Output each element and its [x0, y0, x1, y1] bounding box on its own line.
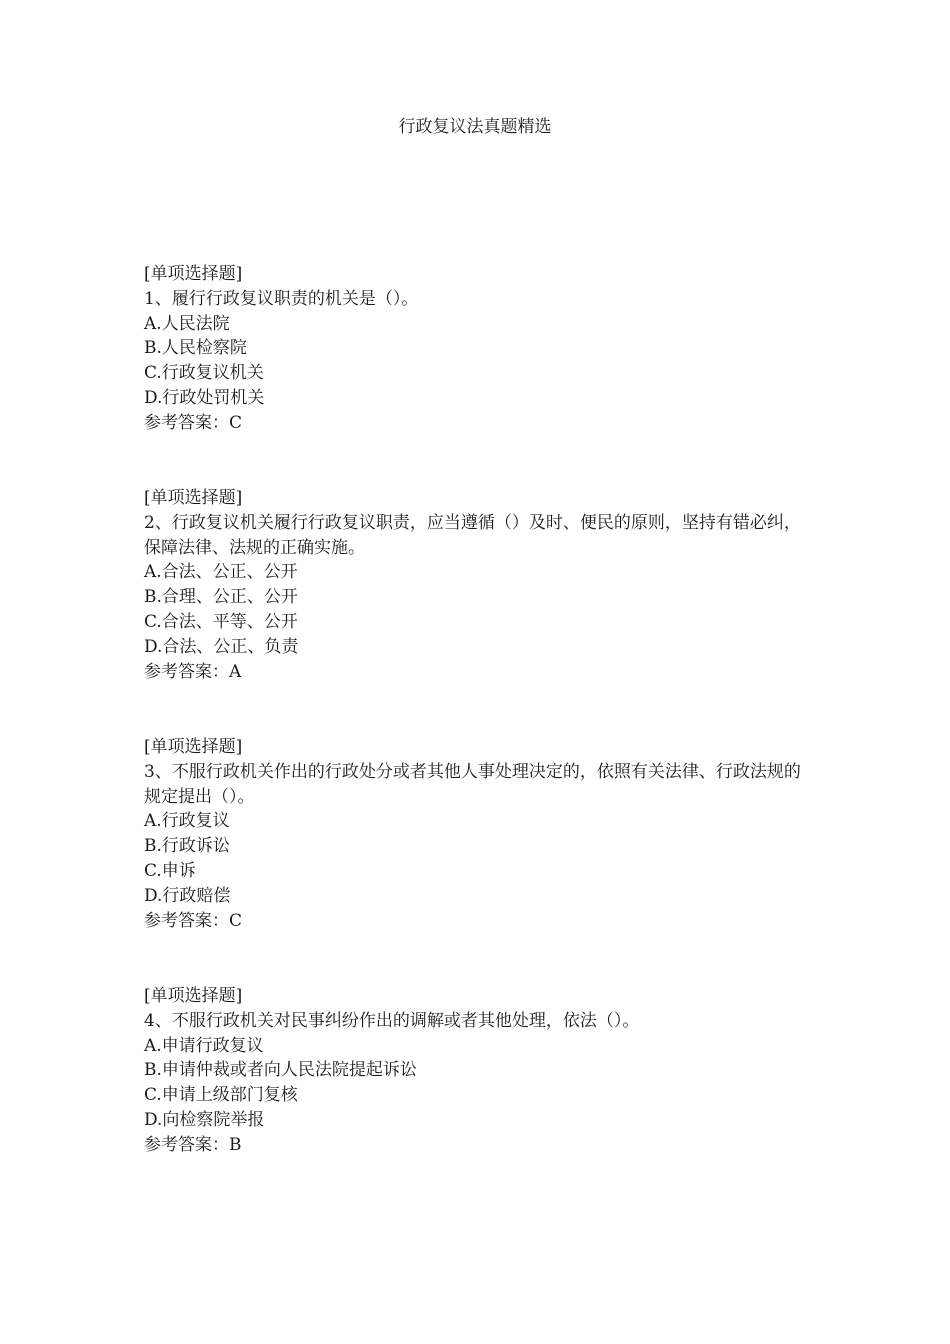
- option-d: D.行政赔偿: [144, 885, 231, 906]
- question-type: [单项选择题]: [144, 986, 243, 1006]
- option-c: C.合法、平等、公开: [144, 611, 298, 632]
- option-c: C.申诉: [144, 860, 196, 881]
- question-block: [144, 262, 812, 436]
- option-d: D.向检察院举报: [144, 1109, 265, 1130]
- reference-answer: 参考答案：C: [144, 412, 243, 433]
- option-b: B.人民检察院: [144, 338, 247, 359]
- option-a: A.行政复议: [144, 811, 230, 832]
- question-type: [单项选择题]: [144, 264, 243, 284]
- option-a: A.人民法院: [144, 313, 230, 334]
- option-d: D.行政处罚机关: [144, 387, 265, 408]
- option-a: A.合法、公正、公开: [144, 562, 298, 583]
- question-stem: 2、行政复议机关履行行政复议职责，应当遵循（）及时、便民的原则，坚持有错必纠，保障法律、法规的正确实施。: [144, 512, 801, 558]
- option-b: B.合理、公正、公开: [144, 587, 298, 608]
- question-stem: 3、不服行政机关作出的行政处分或者其他人事处理决定的，依照有关法律、行政法规的规定提出（）。: [144, 761, 801, 807]
- question-block: [144, 735, 812, 933]
- question-stem: 1、履行行政复议职责的机关是（）。: [144, 288, 419, 309]
- reference-answer: 参考答案：A: [144, 661, 242, 682]
- question-block: [144, 984, 812, 1158]
- option-c: C.申请上级部门复核: [144, 1085, 298, 1106]
- question-type: [单项选择题]: [144, 488, 243, 508]
- option-c: C.行政复议机关: [144, 363, 264, 384]
- reference-answer: 参考答案：C: [144, 910, 243, 931]
- option-a: A.申请行政复议: [144, 1035, 264, 1056]
- reference-answer: 参考答案：B: [144, 1134, 242, 1155]
- question-block: [144, 486, 812, 684]
- option-b: B.行政诉讼: [144, 836, 230, 857]
- option-d: D.合法、公正、负责: [144, 636, 299, 657]
- page-title: 行政复议法真题精选: [398, 117, 552, 137]
- option-b: B.申请仲裁或者向人民法院提起诉讼: [144, 1060, 417, 1081]
- question-type: [单项选择题]: [144, 737, 243, 757]
- question-stem: 4、不服行政机关对民事纠纷作出的调解或者其他处理，依法（）。: [144, 1010, 640, 1031]
